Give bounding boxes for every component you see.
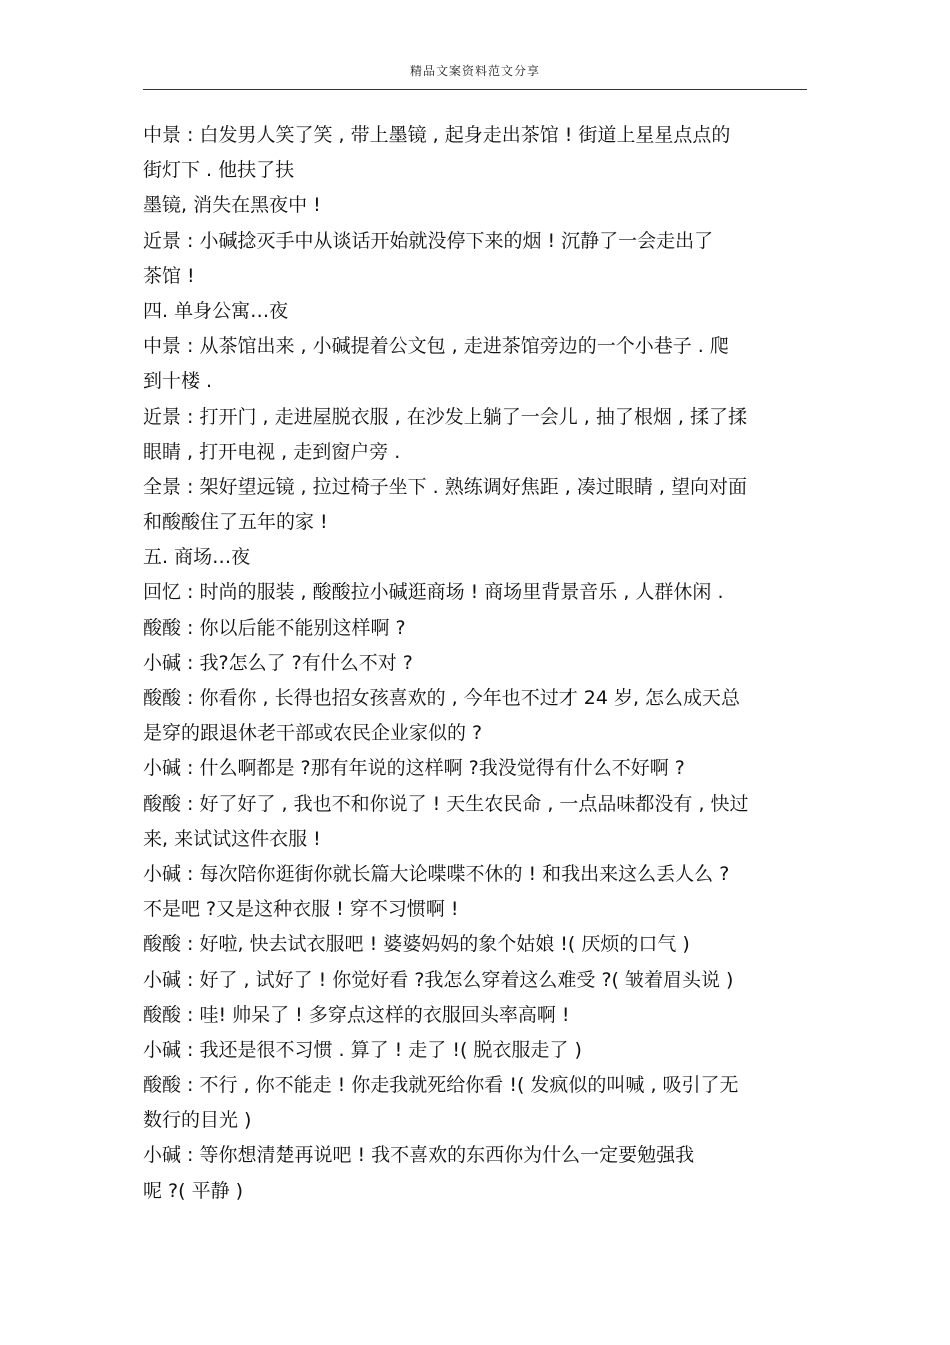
text-line: 不是吧 ?又是这种衣服 ! 穿不习惯啊 ! (143, 898, 459, 921)
text-line: 眼睛 , 打开电视 , 走到窗户旁 . (143, 440, 401, 463)
text-line: 呢 ?( 平静 ) (143, 1179, 244, 1202)
text-line: 小碱 : 我还是很不习惯 . 算了 ! 走了 !( 脱衣服走了 ) (143, 1038, 582, 1061)
text-line: 茶馆 ! (143, 264, 195, 287)
text-line: 酸酸 : 好啦, 快去试衣服吧 ! 婆婆妈妈的象个姑娘 !( 厌烦的口气 ) (143, 933, 690, 956)
text-line: 中景 : 白发男人笑了笑 , 带上墨镜 , 起身走出茶馆 ! 街道上星星点点的 (143, 124, 731, 146)
script-body (143, 118, 811, 1209)
text-line: 街灯下 . 他扶了扶 (143, 159, 295, 182)
header-divider (143, 89, 807, 90)
text-line: 数行的目光 ) (143, 1109, 252, 1132)
text-line: 近景 : 打开门 , 走进屋脱衣服 , 在沙发上躺了一会儿 , 抽了根烟 , 揉了揉 (143, 405, 747, 428)
text-line: 和酸酸住了五年的家 ! (143, 511, 328, 534)
text-line: 全景 : 架好望远镜 , 拉过椅子坐下 . 熟练调好焦距 , 凑过眼睛 , 望向对面 (143, 475, 747, 498)
text-line: 小碱 : 好了 , 试好了 ! 你觉好看 ?我怎么穿着这么难受 ?( 皱着眉头说 ) (143, 968, 734, 991)
text-line: 近景 : 小碱捻灭手中从谈话开始就没停下来的烟 ! 沉静了一会走出了 (143, 229, 714, 252)
section-heading: 四. 单身公寓…夜 (143, 299, 289, 322)
text-line: 中景 : 从茶馆出来 , 小碱提着公文包 , 走进茶馆旁边的一个小巷子 . 爬 (143, 335, 729, 358)
text-line: 墨镜, 消失在黑夜中 ! (143, 194, 321, 217)
section-heading: 五. 商场…夜 (143, 546, 251, 569)
text-line: 小碱 : 每次陪你逛街你就长篇大论喋喋不休的 ! 和我出来这么丢人么 ? (143, 862, 730, 885)
page-header-title: 精品文案资料范文分享 (409, 64, 540, 78)
text-line: 酸酸 : 好了好了 , 我也不和你说了 ! 天生农民命 , 一点品味都没有 , 快过 (143, 792, 749, 815)
text-line: 是穿的跟退休老干部或农民企业家似的 ? (143, 722, 483, 745)
text-line: 来, 来试试这件衣服 ! (143, 827, 321, 850)
text-line: 小碱 : 等你想清楚再说吧 ! 我不喜欢的东西你为什么一定要勉强我 (143, 1144, 695, 1167)
text-line: 酸酸 : 你以后能不能别这样啊 ? (143, 616, 406, 639)
text-line: 回忆 : 时尚的服装 , 酸酸拉小碱逛商场 ! 商场里背景音乐 , 人群休闲 . (143, 581, 724, 604)
text-line: 小碱 : 我?怎么了 ?有什么不对 ? (143, 651, 413, 674)
text-line: 酸酸 : 不行 , 你不能走 ! 你走我就死给你看 !( 发疯似的叫喊 , 吸引了无 (143, 1074, 739, 1097)
text-line: 酸酸 : 你看你 , 长得也招女孩喜欢的 , 今年也不过才 24 岁, 怎么成天总 (143, 687, 741, 709)
text-line: 酸酸 : 哇! 帅呆了 ! 多穿点这样的衣服回头率高啊 ! (143, 1003, 570, 1026)
text-line: 到十楼 . (143, 370, 213, 393)
text-line: 小碱 : 什么啊都是 ?那有年说的这样啊 ?我没觉得有什么不好啊 ? (143, 757, 685, 780)
